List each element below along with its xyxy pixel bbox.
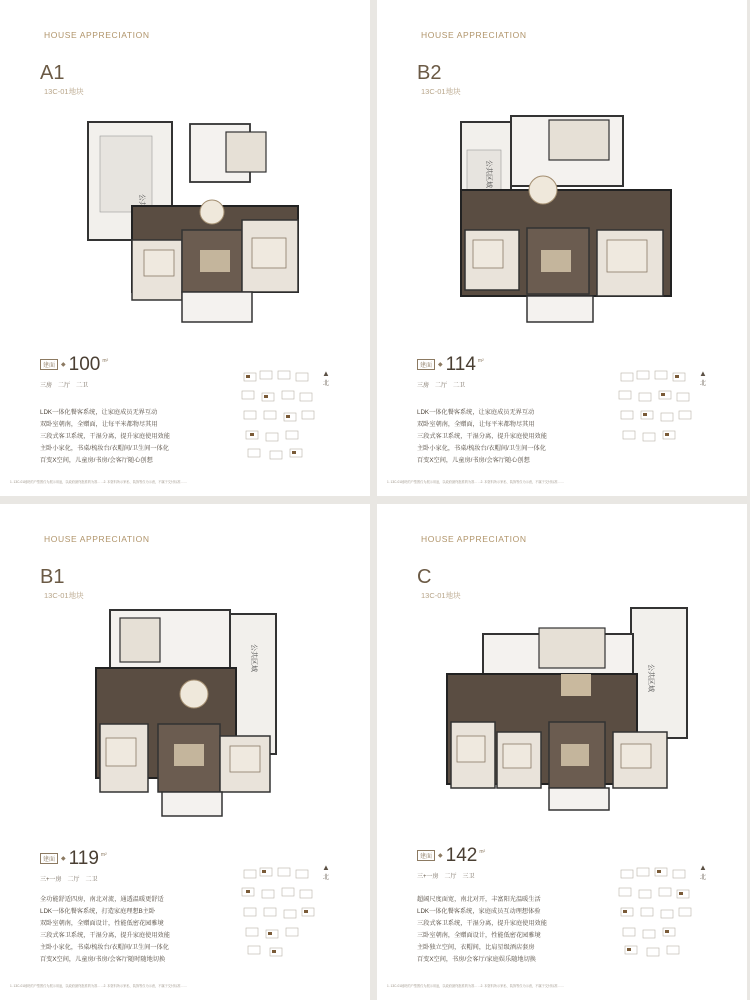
area-unit: m²	[477, 358, 484, 364]
unit-code: C	[417, 566, 432, 588]
feature-item: 百变X空间，儿童房/书房/会客厅随心创想	[40, 457, 153, 464]
site-minimap	[615, 365, 695, 465]
feature-item: 双卧室朝南，全赠面设计，性能低密花园雅境	[40, 920, 164, 927]
feature-item: 双卧室朝南，全赠面，让每平米都物尽其用	[40, 421, 158, 428]
site-minimap-drawing	[615, 862, 695, 962]
site-minimap-drawing	[238, 365, 318, 465]
feature-item: 主卧小家化，书桌/梳妆台/衣帽间/卫生间一体化	[40, 944, 169, 951]
area-value: 100	[68, 354, 101, 375]
diamond-icon: ◆	[438, 362, 443, 368]
feature-item: 三卧室朝南，全赠面设计，性能低密花园雅境	[417, 932, 541, 939]
north-arrow-icon: ▲	[322, 863, 330, 872]
room-config: 三房 二厅 二卫	[40, 383, 89, 389]
area-unit: m²	[479, 849, 486, 855]
disclaimer: 1. 13C-01地块的户型图仅为展示用途，以政府最终批准的为准……2. 本资料所示家私、装饰等仅为示意，不属于交付标准……	[10, 984, 187, 988]
feature-item: 百变X空间，儿童房/书房/会客厅随心创想	[417, 457, 530, 464]
area-row	[40, 355, 108, 374]
area-row	[417, 355, 484, 374]
floor-plan	[80, 110, 300, 340]
plot-label: 13C-01地块	[421, 87, 461, 96]
room-config: 三+一房 二厅 三卫	[417, 874, 475, 880]
area-row	[417, 846, 485, 865]
north-label: 北	[322, 875, 329, 881]
public-area-label: 公共区域	[485, 160, 492, 188]
plot-label: 13C-01地块	[44, 87, 84, 96]
area-value: 119	[68, 848, 99, 869]
area-value: 114	[445, 354, 476, 375]
feature-item: 三段式客卫系统，干湿分离，提升家庭使用效能	[40, 932, 170, 939]
site-minimap-drawing	[615, 365, 695, 465]
site-minimap	[238, 862, 318, 962]
feature-list	[417, 407, 547, 467]
north-arrow-icon: ▲	[699, 369, 707, 378]
area-badge: 建面	[40, 853, 58, 864]
feature-item: LDK一体化餐客系统，让家庭成员无界互动	[40, 409, 158, 416]
north-indicator	[697, 370, 709, 387]
site-minimap	[238, 365, 318, 465]
plot-label: 13C-01地块	[44, 591, 84, 600]
site-minimap-drawing	[238, 862, 318, 962]
area-unit: m²	[100, 852, 107, 858]
plot-label: 13C-01地块	[421, 591, 461, 600]
feature-item: LDK一体化餐客系统，让家庭成员无界互动	[417, 409, 535, 416]
room-config: 三+一房 二厅 二卫	[40, 877, 98, 883]
feature-item: 百变X空间，儿童房/书房/会客厅随时随地切换	[40, 956, 166, 963]
section-header: HOUSE APPRECIATION	[44, 534, 150, 544]
unit-code: B2	[417, 62, 442, 84]
feature-item: 三段式客卫系统，干湿分离，提升家庭使用效能	[40, 433, 170, 440]
floor-plan-drawing	[443, 604, 693, 834]
floorplan-card-b2	[377, 0, 747, 496]
diamond-icon: ◆	[61, 362, 66, 368]
section-header: HOUSE APPRECIATION	[421, 30, 527, 40]
north-indicator	[697, 864, 709, 881]
north-indicator	[320, 864, 332, 881]
section-header: HOUSE APPRECIATION	[44, 30, 150, 40]
public-area-label: 公共区域	[647, 664, 654, 692]
north-arrow-icon: ▲	[699, 863, 707, 872]
feature-item: 超阔尺度面宽，南北对开，丰富阳光温暖生活	[417, 896, 541, 903]
floorplan-card-a1	[0, 0, 370, 496]
site-minimap	[615, 862, 695, 962]
floor-plan-drawing	[90, 604, 290, 834]
unit-code: A1	[40, 62, 65, 84]
feature-list	[417, 894, 547, 966]
feature-list	[40, 407, 170, 467]
diamond-icon: ◆	[438, 853, 443, 859]
disclaimer: 1. 13C-01地块的户型图仅为展示用途，以政府最终批准的为准……2. 本资料所示家私、装饰等仅为示意，不属于交付标准……	[10, 480, 187, 484]
feature-item: 主卧独立空间，衣帽间，比肩星级酒店套房	[417, 944, 535, 951]
floor-plan	[443, 604, 693, 834]
north-label: 北	[699, 381, 706, 387]
feature-item: 三段式客卫系统，干湿分离，提升家庭使用效能	[417, 920, 547, 927]
disclaimer: 1. 13C-01地块的户型图仅为展示用途，以政府最终批准的为准……2. 本资料所示家私、装饰等仅为示意，不属于交付标准……	[387, 984, 564, 988]
diamond-icon: ◆	[61, 856, 66, 862]
feature-item: 百变X空间，书房/会客厅/家庭娱乐随地切换	[417, 956, 536, 963]
floor-plan	[457, 110, 677, 340]
feature-item: 主卧小家化，书桌/梳妆台/衣帽间/卫生间一体化	[417, 445, 546, 452]
north-arrow-icon: ▲	[322, 369, 330, 378]
area-value: 142	[445, 845, 478, 866]
north-label: 北	[322, 381, 329, 387]
north-label: 北	[699, 875, 706, 881]
area-badge: 建面	[417, 359, 435, 370]
floor-plan-drawing	[80, 110, 300, 340]
feature-item: LDK一体化餐客系统，家庭成员互动理想体验	[417, 908, 541, 915]
feature-item: 全功能舒适四房，南北对流，通透温暖更舒适	[40, 896, 164, 903]
feature-item: 三段式客卫系统，干湿分离，提升家庭使用效能	[417, 433, 547, 440]
floorplan-card-c	[377, 504, 747, 1000]
floorplan-card-b1	[0, 504, 370, 1000]
unit-code: B1	[40, 566, 65, 588]
disclaimer: 1. 13C-01地块的户型图仅为展示用途，以政府最终批准的为准……2. 本资料所示家私、装饰等仅为示意，不属于交付标准……	[387, 480, 564, 484]
floor-plan	[90, 604, 290, 834]
north-indicator	[320, 370, 332, 387]
floor-plan-drawing	[457, 110, 677, 340]
feature-list	[40, 894, 170, 966]
area-badge: 建面	[417, 850, 435, 861]
feature-item: LDK一体化餐客系统，打造家庭理想B主卧	[40, 908, 156, 915]
area-row	[40, 849, 107, 868]
public-area-label: 公共区域	[250, 644, 257, 672]
feature-item: 双卧室朝南，全赠面，让每平米都物尽其用	[417, 421, 535, 428]
area-unit: m²	[102, 358, 109, 364]
section-header: HOUSE APPRECIATION	[421, 534, 527, 544]
feature-item: 主卧小家化，书桌/梳妆台/衣帽间/卫生间一体化	[40, 445, 169, 452]
room-config: 三房 二厅 二卫	[417, 383, 466, 389]
area-badge: 建面	[40, 359, 58, 370]
